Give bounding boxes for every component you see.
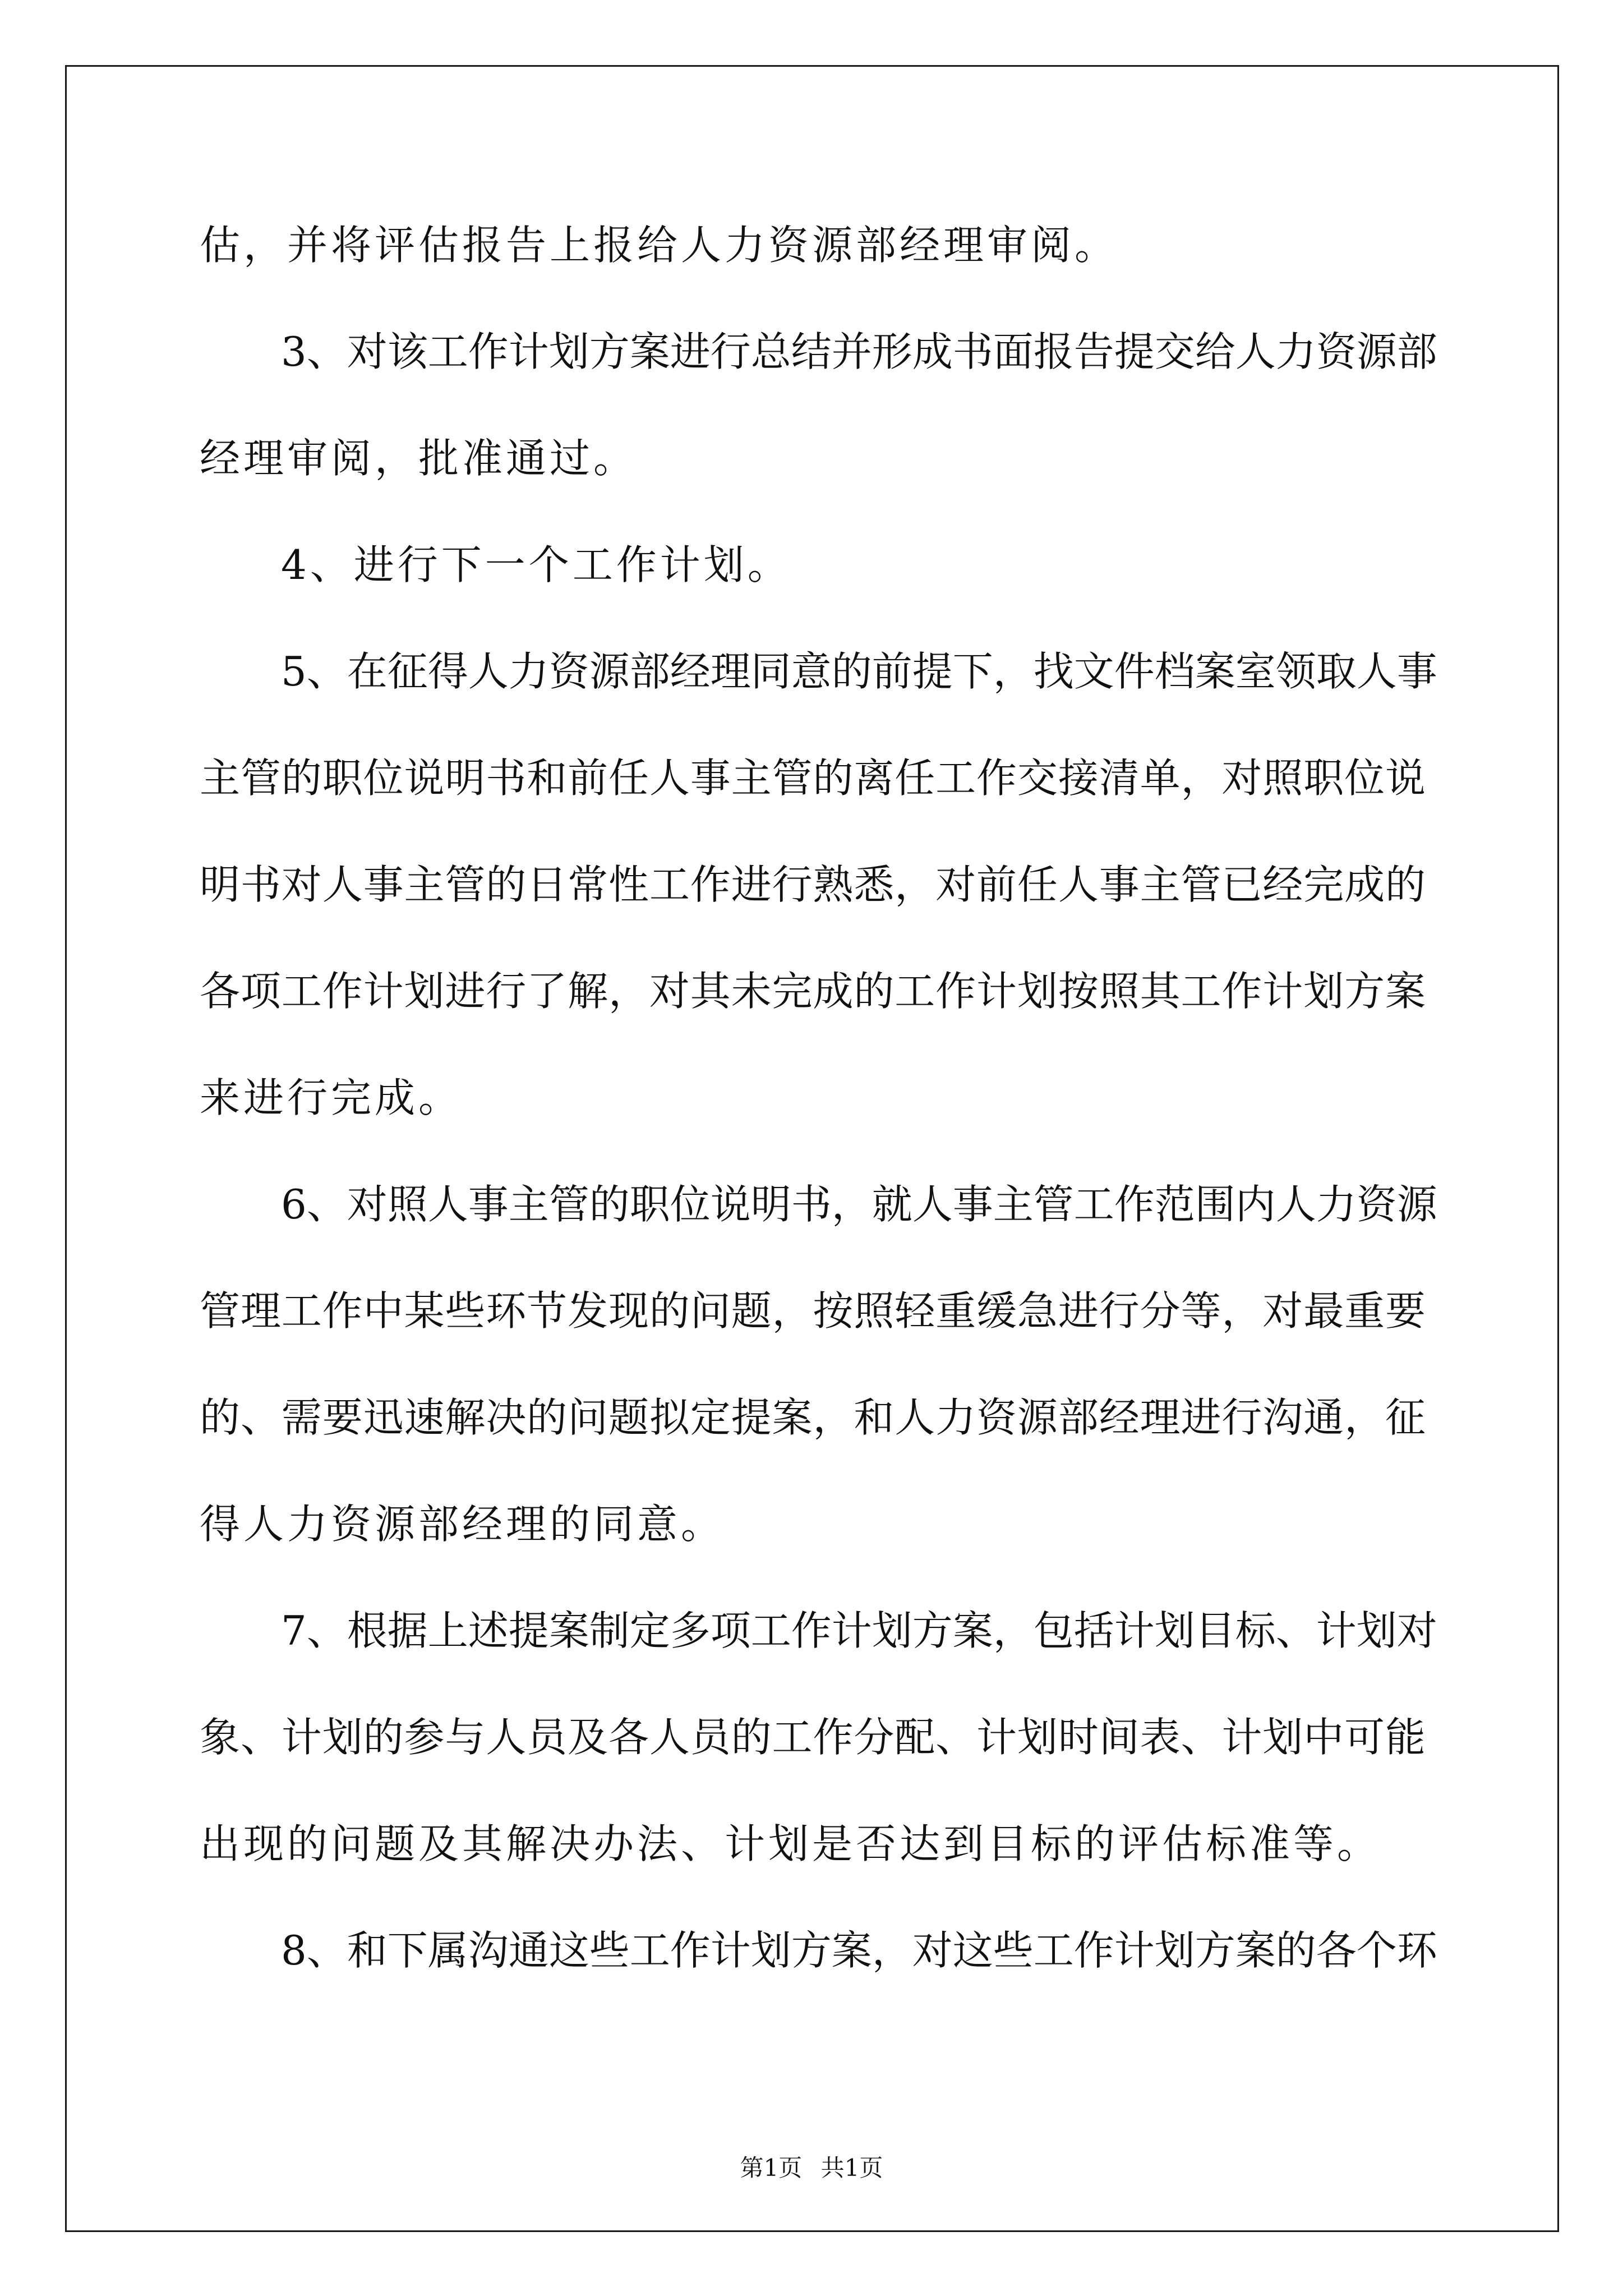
document-body [200, 214, 1437, 2026]
text-line: 估，并将评估报告上报给人力资源部经理审阅。 [200, 222, 1119, 269]
text-line: 来进行完成。 [200, 1074, 463, 1121]
text-line: 5、在征得人力资源部经理同意的前提下，找文件档案室领取人事 [281, 648, 1437, 695]
text-line: 7、根据上述提案制定多项工作计划方案，包括计划目标、计划对 [281, 1607, 1437, 1654]
page-footer [0, 2151, 1623, 2185]
text-line: 8、和下属沟通这些工作计划方案，对这些工作计划方案的各个环 [281, 1927, 1437, 1974]
text-line: 的、需要迅速解决的问题拟定提案，和人力资源部经理进行沟通，征 [200, 1394, 1426, 1441]
text-line: 象、计划的参与人员及各人员的工作分配、计划时间表、计划中可能 [200, 1714, 1426, 1761]
page-total: 共1页 [820, 2154, 883, 2182]
text-line: 各项工作计划进行了解，对其未完成的工作计划按照其工作计划方案 [200, 968, 1426, 1015]
page-number: 第1页 [740, 2154, 803, 2182]
text-line: 得人力资源部经理的同意。 [200, 1501, 725, 1548]
text-line: 3、对该工作计划方案进行总结并形成书面报告提交给人力资源部 [281, 328, 1437, 375]
text-line: 明书对人事主管的日常性工作进行熟悉，对前任人事主管已经完成的 [200, 861, 1426, 908]
text-line: 4、进行下一个工作计划。 [281, 541, 791, 588]
text-line: 主管的职位说明书和前任人事主管的离任工作交接清单，对照职位说 [200, 754, 1426, 802]
text-line: 经理审阅，批准通过。 [200, 435, 638, 482]
text-line: 管理工作中某些环节发现的问题，按照轻重缓急进行分等，对最重要 [200, 1287, 1426, 1335]
text-line: 出现的问题及其解决办法、计划是否达到目标的评估标准等。 [200, 1820, 1381, 1867]
text-line: 6、对照人事主管的职位说明书，就人事主管工作范围内人力资源 [281, 1181, 1437, 1228]
